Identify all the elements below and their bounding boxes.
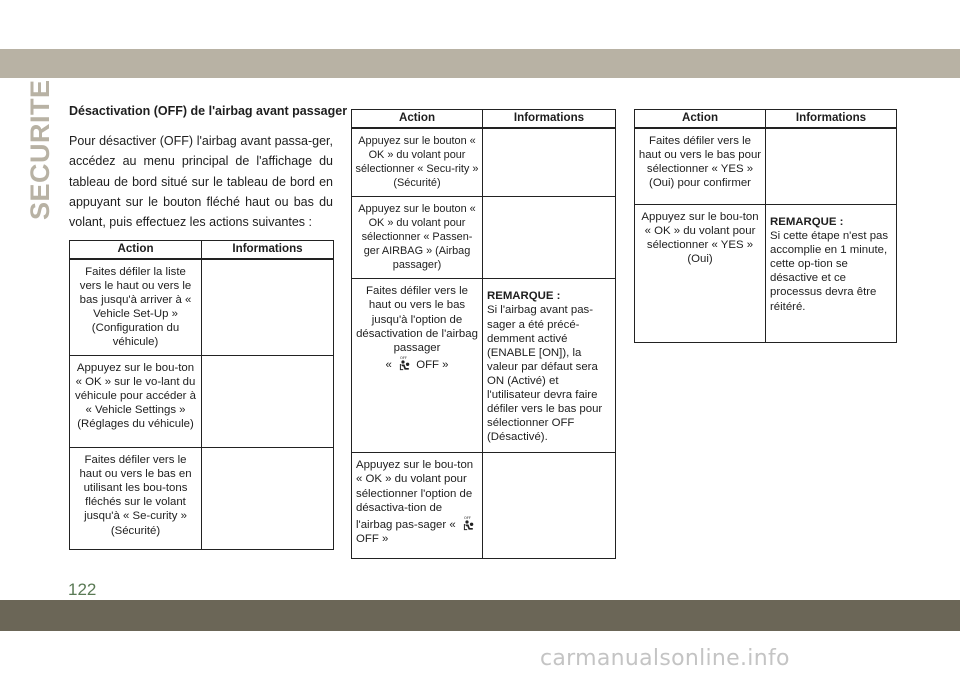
note-title: REMARQUE : [487, 290, 561, 303]
info-cell [202, 356, 334, 448]
info-cell [483, 279, 616, 453]
steps-table-2 [351, 109, 616, 559]
steps-table-1 [69, 240, 334, 550]
info-cell [483, 453, 616, 559]
note-text: Si l'airbag avant pas-sager a été précé-demment activé (ENABLE [ON]), la valeur par défaut sera ON (Activé) et l'utilisateur devra faire défiler vers le bas pour sélectionner OFF (Désactivé). [487, 304, 603, 444]
table-header-row [70, 241, 334, 259]
action-quote-open: « [385, 358, 392, 371]
passenger-airbag-off-icon [461, 515, 475, 532]
passenger-airbag-off-icon [397, 355, 411, 372]
table-header-row [352, 110, 616, 128]
info-cell [483, 196, 616, 278]
table-row [352, 196, 616, 278]
action-cell: Appuyez sur le bouton « OK » du volant pour sélectionner « Secu-rity » (Sécurité) [352, 128, 483, 197]
chapter-tab-label: SECURITE [25, 79, 55, 220]
action-cell: Faites défiler vers le haut ou vers le bas en utilisant les bou-tons fléchés sur le volant jusqu'à « Se-curity » (Sécurité) [70, 448, 202, 550]
table-row [352, 128, 616, 197]
action-quote-close: OFF » [416, 358, 449, 371]
action-cell [352, 279, 483, 453]
column-header-informations: Informations [483, 110, 616, 128]
table-row [635, 205, 897, 343]
action-text: Appuyez sur le bou-ton « OK » du volant pour sélectionner l'option de désactiva-tion de l'airbag pas-sager « [356, 459, 474, 531]
action-cell: Faites défiler vers le haut ou vers le bas pour sélectionner « YES » (Oui) pour confirmer [635, 128, 766, 205]
table-row [70, 259, 334, 356]
table-row [70, 356, 334, 448]
table-row [352, 453, 616, 559]
table-row [70, 448, 334, 550]
table-row [635, 128, 897, 205]
action-cell [352, 453, 483, 559]
column-header-action: Action [635, 110, 766, 128]
action-cell: Appuyez sur le bou-ton « OK » sur le vo-lant du véhicule pour accéder à « Vehicle Settings » (Réglages du véhicule) [70, 356, 202, 448]
watermark-text: carmanualsonline.info [540, 646, 790, 671]
column-header-action: Action [352, 110, 483, 128]
column-header-informations: Informations [766, 110, 897, 128]
info-cell [202, 448, 334, 550]
column-header-informations: Informations [202, 241, 334, 259]
action-quote-close: OFF » [356, 532, 389, 545]
column-header-action: Action [70, 241, 202, 259]
action-cell: Appuyez sur le bouton « OK » du volant pour sélectionner « Passen-ger AIRBAG » (Airbag passager) [352, 196, 483, 278]
table-header-row [635, 110, 897, 128]
svg-text:OFF: OFF [400, 355, 407, 360]
top-band [0, 49, 960, 78]
note-text: Si cette étape n'est pas accomplie en 1 minute, cette op-tion se désactive et ce processus devra être réitéré. [770, 230, 889, 313]
action-cell: Appuyez sur le bou-ton « OK » du volant pour sélectionner « YES » (Oui) [635, 205, 766, 343]
action-cell: Faites défiler la liste vers le haut ou vers le bas jusqu'à arriver à « Vehicle Set-Up » (Configuration du véhicule) [70, 259, 202, 356]
info-cell [483, 128, 616, 197]
action-text: Faites défiler vers le haut ou vers le bas jusqu'à l'option de désactivation de l'airbag passager [356, 285, 478, 354]
info-cell [202, 259, 334, 356]
page-number: 122 [68, 580, 97, 599]
svg-text:OFF: OFF [463, 515, 471, 520]
section-title: Désactivation (OFF) de l'airbag avant passager [69, 104, 348, 118]
info-cell [766, 205, 897, 343]
info-cell [766, 128, 897, 205]
bottom-band [0, 600, 960, 631]
steps-table-3 [634, 109, 897, 343]
note-title: REMARQUE : [770, 216, 844, 228]
intro-paragraph: Pour désactiver (OFF) l'airbag avant passa-ger, accédez au menu principal de l'affichage du tableau de bord situé sur le tableau de bord en appuyant sur le bouton fléché haut ou bas du volant, puis effectuez les actions suivantes : [69, 134, 333, 230]
table-row [352, 279, 616, 453]
